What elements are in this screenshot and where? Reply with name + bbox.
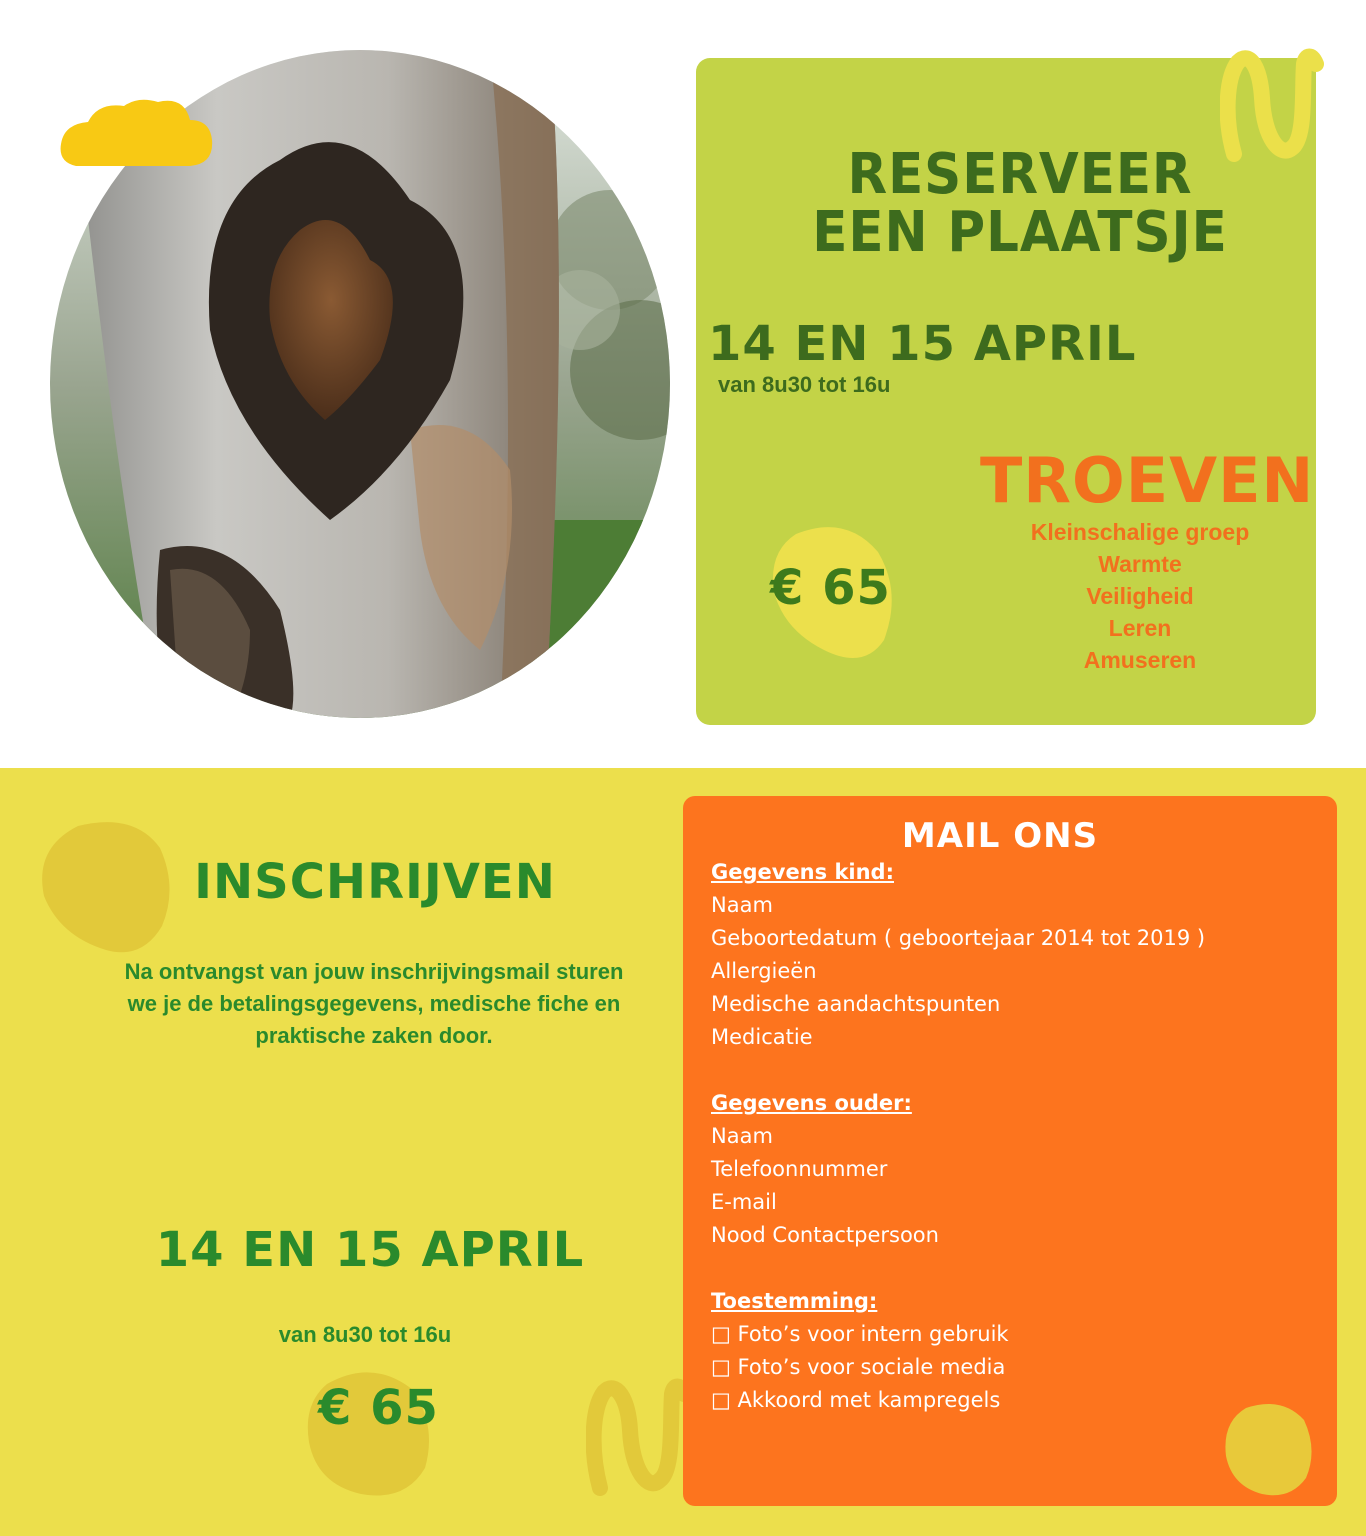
reserve-date: 14 EN 15 APRIL <box>708 316 1137 372</box>
troeven-item: Kleinschalige groep <box>1030 519 1250 545</box>
kind-item: Medische aandachtspunten <box>711 992 1001 1016</box>
inschrijven-time: van 8u30 tot 16u <box>278 1322 452 1347</box>
cloud-icon <box>58 96 218 170</box>
ouder-heading: Gegevens ouder: <box>711 1091 912 1115</box>
troeven-list <box>980 516 1300 676</box>
troeven-title: TROEVEN <box>980 444 1315 517</box>
squiggle-icon <box>586 1376 696 1506</box>
reserve-price: € 65 <box>770 560 891 616</box>
toestemming-item: □ Foto’s voor intern gebruik <box>711 1322 1009 1346</box>
reserve-title-line1: RESERVEER <box>847 142 1193 207</box>
ouder-item: E-mail <box>711 1190 777 1214</box>
ouder-item: Telefoonnummer <box>711 1157 888 1181</box>
reserve-title-line2: EEN PLAATSJE <box>812 200 1228 265</box>
toestemming-item: □ Akkoord met kampregels <box>711 1388 1001 1412</box>
reserve-time: van 8u30 tot 16u <box>718 372 891 397</box>
kind-heading: Gegevens kind: <box>711 860 894 884</box>
kind-item: Allergieën <box>711 959 817 983</box>
spacer <box>711 1054 1311 1087</box>
toestemming-item: □ Foto’s voor sociale media <box>711 1355 1006 1379</box>
kind-item: Geboortedatum ( geboortejaar 2014 tot 2019 ) <box>711 926 1206 950</box>
ouder-item: Naam <box>711 1124 773 1148</box>
troeven-item: Amuseren <box>1083 647 1197 673</box>
kind-item: Naam <box>711 893 773 917</box>
inschrijven-date: 14 EN 15 APRIL <box>155 1222 585 1278</box>
troeven-item: Leren <box>1108 615 1172 641</box>
inschrijven-title: INSCHRIJVEN <box>194 854 556 910</box>
ouder-item: Nood Contactpersoon <box>711 1223 939 1247</box>
spacer <box>711 1252 1311 1285</box>
reserve-title <box>762 142 1277 265</box>
troeven-item: Warmte <box>1098 551 1182 577</box>
mail-title: MAIL ONS <box>901 816 1099 856</box>
inschrijven-price: € 65 <box>318 1380 439 1436</box>
inschrijven-text: Na ontvangst van jouw inschrijvingsmail sturen we je de betalingsgegevens, medische fiche en praktische zaken door. <box>124 959 624 1048</box>
toestemming-heading: Toestemming: <box>711 1289 878 1313</box>
troeven-item: Veiligheid <box>1086 583 1194 609</box>
mail-body <box>711 856 1311 1417</box>
kind-item: Medicatie <box>711 1025 813 1049</box>
